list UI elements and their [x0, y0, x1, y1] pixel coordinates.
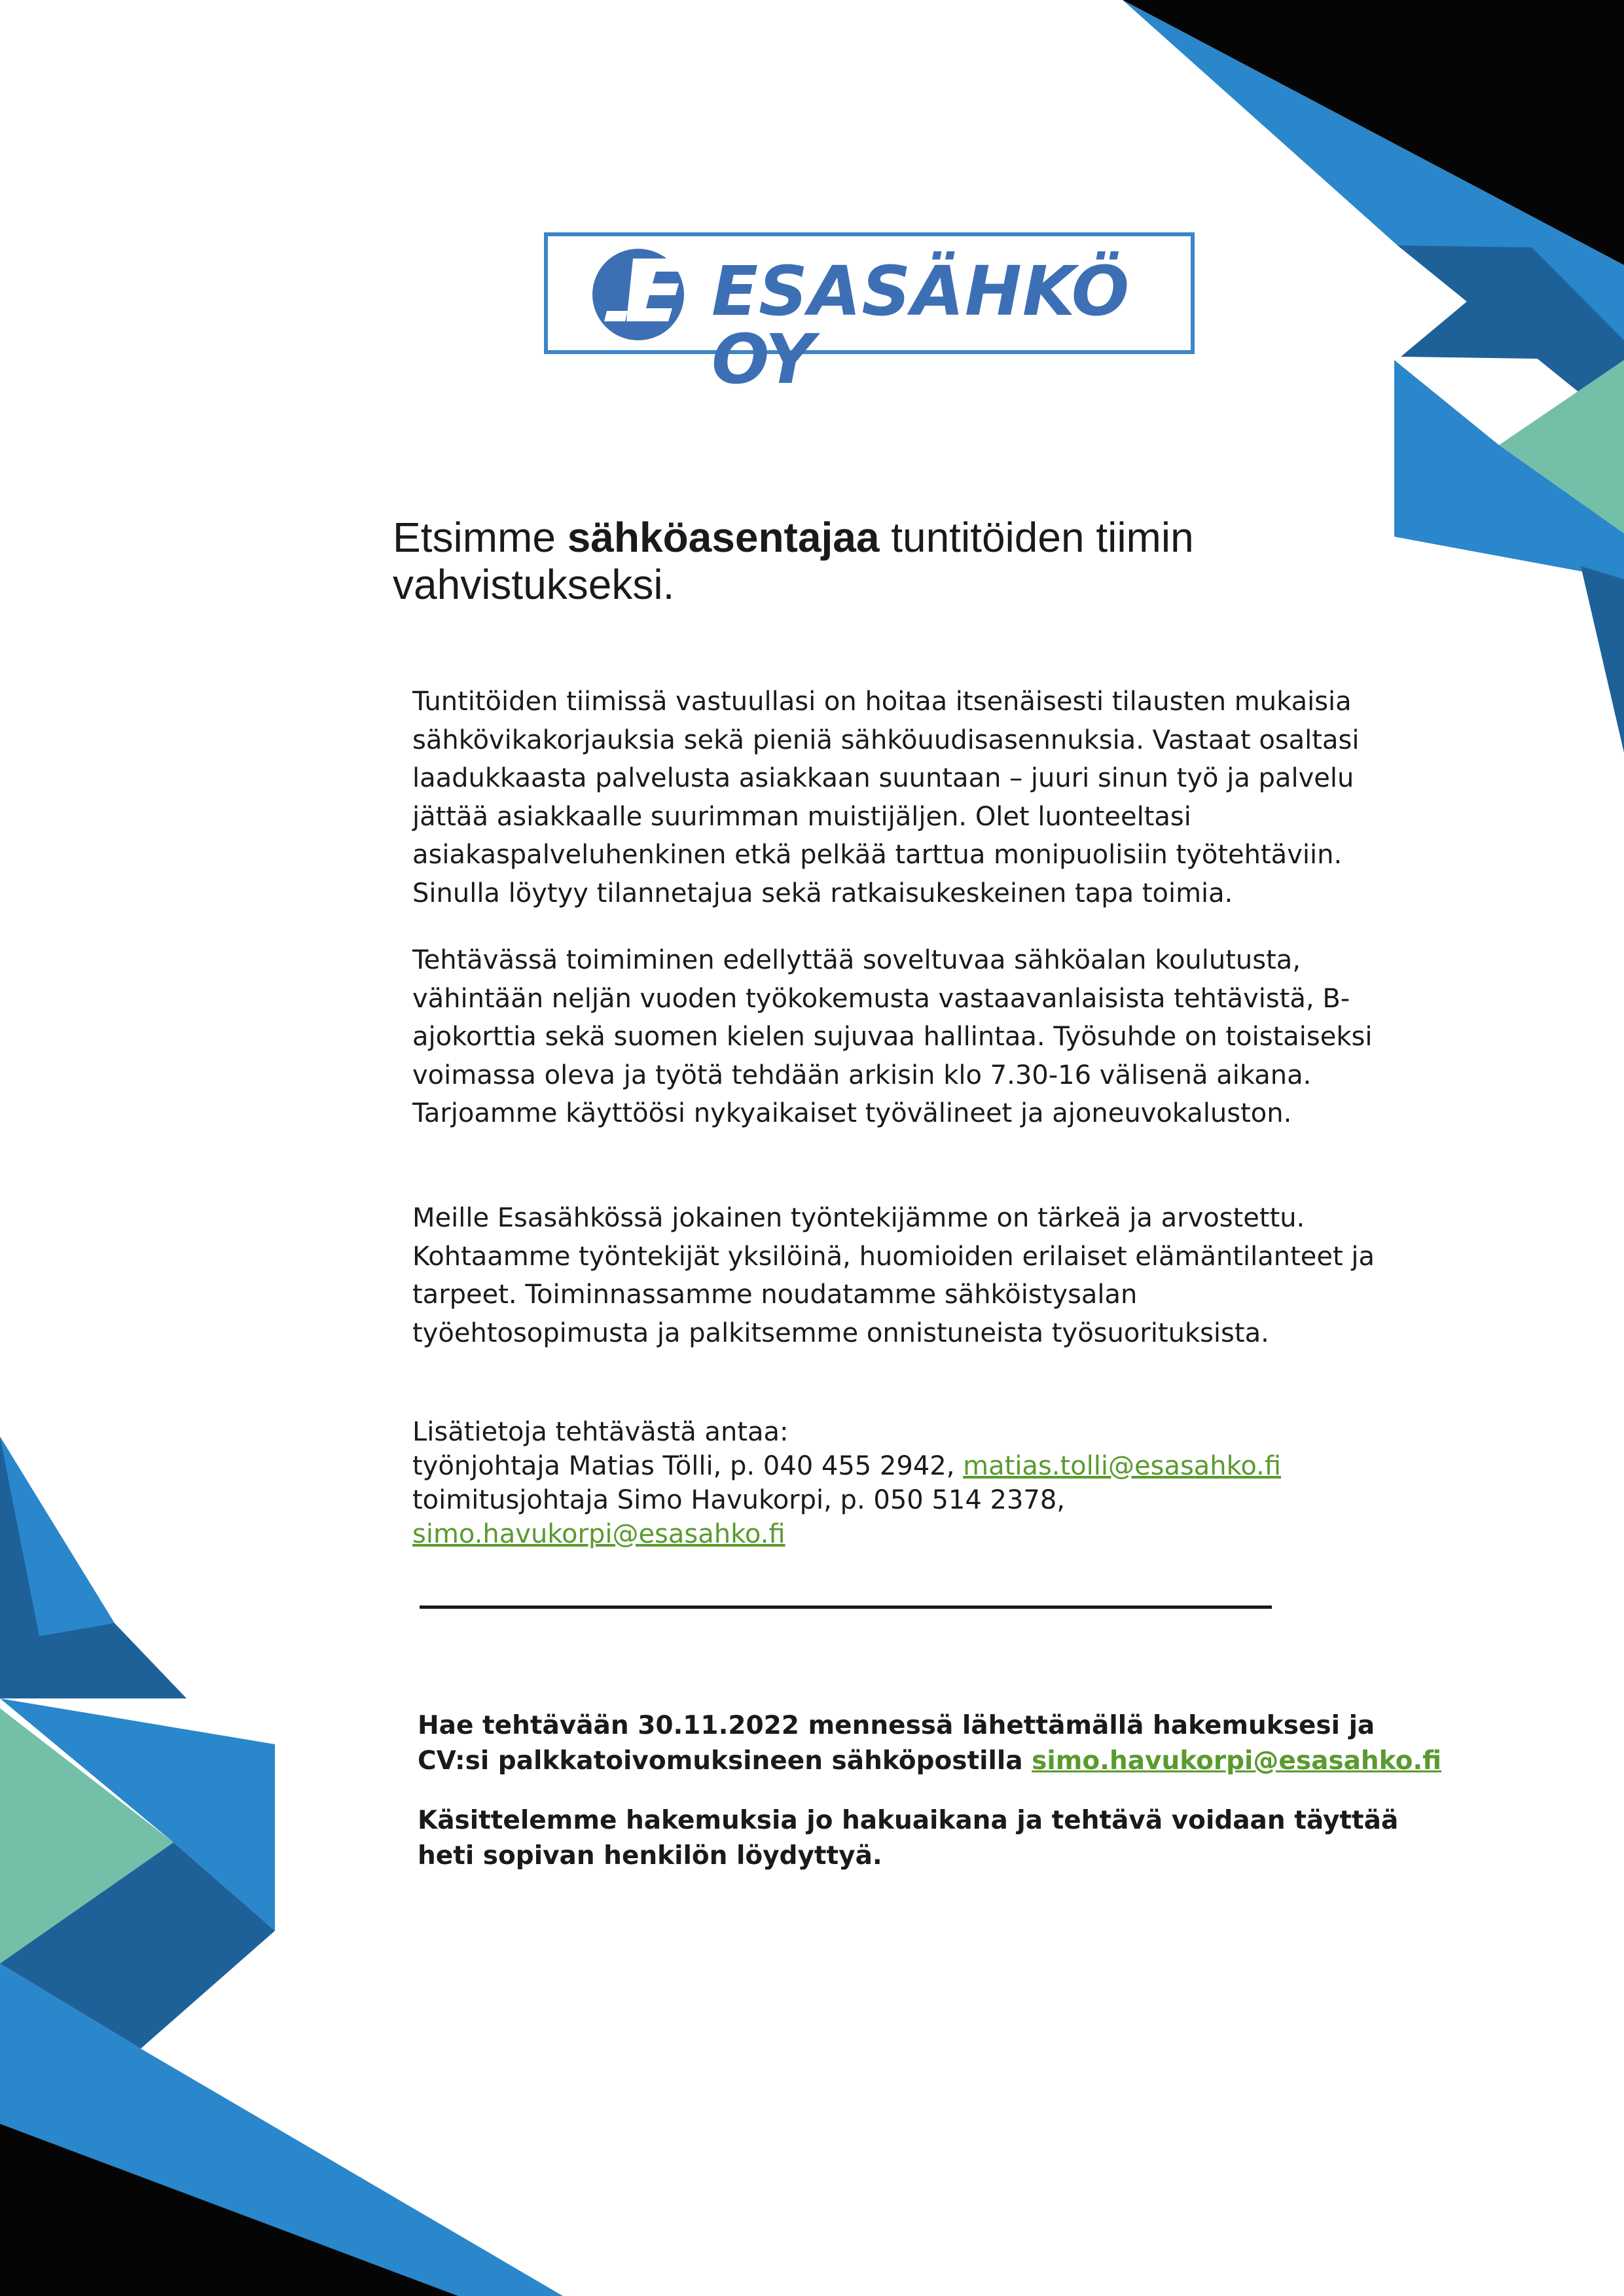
- paragraph-company-values: Meille Esasähkössä jokainen työntekijämme on tärkeä ja arvostettu. Kohtaamme työntekijät yksilöinä, huomioiden erilaiset elämäntilanteet ja tarpeet. Toiminnassamme noudatamme sähköistysalan työehtosopimusta ja palkitsemme onnistuneista työsuorituksista.: [412, 1203, 1375, 1348]
- contact-intro: Lisätietoja tehtävästä antaa:: [412, 1417, 789, 1447]
- email-link-simo[interactable]: simo.havukorpi@esasahko.fi: [412, 1519, 785, 1549]
- page-heading: [393, 514, 1375, 608]
- heading-prefix: Etsimme: [393, 514, 568, 561]
- apply-note-line-1: Käsittelemme hakemuksia jo hakuaikana ja tehtävä voidaan täyttää: [418, 1806, 1399, 1835]
- company-name: ESASÄHKÖ OY: [712, 251, 1130, 399]
- divider: [420, 1605, 1272, 1609]
- contact-person-1-text: työnjohtaja Matias Tölli, p. 040 455 2942,: [412, 1451, 964, 1481]
- apply-note: [418, 1803, 1399, 1874]
- contact-person-2-text: toimitusjohtaja Simo Havukorpi, p. 050 514 2378,: [412, 1485, 1066, 1515]
- contact-info: [412, 1415, 1375, 1551]
- apply-instructions: [418, 1708, 1442, 1779]
- heading-bold: sähköasentajaa: [567, 514, 880, 561]
- paragraph-requirements: Tehtävässä toimiminen edellyttää soveltuvaa sähköalan koulutusta, vähintään neljän vuoden työkokemusta vastaavanlaisista tehtävistä, B-ajokorttia sekä suomen kielen sujuvaa hallintaa. Työsuhde on toistaiseksi voimassa oleva ja työtä tehdään arkisin klo 7.30-16 välisenä aikana. Tarjoamme käyttöösi nykyaikaiset työvälineet ja ajoneuvokaluston.: [412, 945, 1373, 1128]
- apply-line-2-text: CV:si palkkatoivomuksineen sähköpostilla: [418, 1746, 1032, 1776]
- contact-person-2: [412, 1517, 1375, 1551]
- heading-line2: vahvistukseksi.: [393, 561, 675, 608]
- deco-darkblue-right-low: [1581, 566, 1624, 753]
- paragraph-responsibilities: Tuntitöiden tiimissä vastuullasi on hoitaa itsenäisesti tilausten mukaisia sähkövikakorjauksia sekä pieniä sähköuudisasennuksia. Vastaat osaltasi laadukkaasta palvelusta asiakkaan suuntaan – juuri sinun työ ja palvelu jättää asiakkaalle suurimman muistijäljen. Olet luonteeltasi asiakaspalveluhenkinen etkä pelkää tarttua monipuolisiin työtehtäviin. Sinulla löytyy tilannetajua sekä ratkaisukeskeinen tapa toimia.: [412, 687, 1360, 908]
- company-logo: [544, 232, 1195, 399]
- email-link-apply[interactable]: simo.havukorpi@esasahko.fi: [1032, 1746, 1442, 1776]
- heading-suffix: tuntitöiden tiimin: [879, 514, 1194, 561]
- email-link-matias[interactable]: matias.tolli@esasahko.fi: [963, 1451, 1282, 1481]
- apply-line-2: [418, 1744, 1442, 1779]
- contact-person-1: [412, 1449, 1375, 1483]
- esasahko-logo-icon: [587, 245, 692, 344]
- apply-line-1: Hae tehtävään 30.11.2022 mennessä lähettämällä hakemuksesi ja: [418, 1711, 1375, 1740]
- apply-note-line-2: heti sopivan henkilön löydyttyä.: [418, 1841, 882, 1871]
